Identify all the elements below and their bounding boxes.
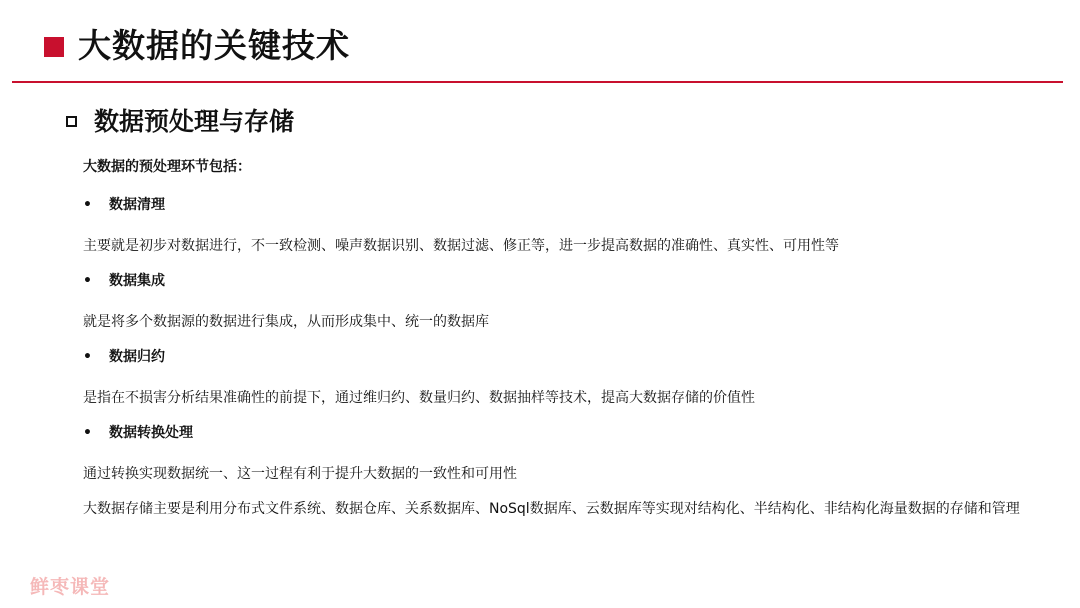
bullet-icon: • [83, 197, 92, 213]
bullet-label: 数据转换处理 [109, 425, 193, 441]
item-description: 是指在不损害分析结果准确性的前提下，通过维归约、数量归约、数据抽样等技术，提高大数据存储的价值性 [83, 390, 755, 406]
red-square-icon [44, 37, 64, 57]
hollow-square-icon [66, 116, 77, 127]
bullet-item [83, 410, 1023, 448]
bullet-icon: • [83, 425, 92, 441]
bullet-label: 数据归约 [109, 349, 165, 365]
storage-paragraph: 大数据存储主要是利用分布式文件系统、数据仓库、关系数据库、NoSql数据库、云数据库等实现对结构化、半结构化、非结构化海量数据的存储和管理 [83, 501, 1020, 517]
bullet-item [83, 182, 1023, 220]
section-title: 数据预处理与存储 [94, 107, 295, 136]
bullet-item [83, 334, 1023, 372]
item-description: 就是将多个数据源的数据进行集成，从而形成集中、统一的数据库 [83, 314, 489, 330]
item-description: 主要就是初步对数据进行，不一致检测、噪声数据识别、数据过滤、修正等，进一步提高数据的准确性、真实性、可用性等 [83, 238, 839, 254]
title-divider [12, 81, 1063, 83]
intro-text: 大数据的预处理环节包括： [83, 159, 251, 175]
bullet-item [83, 258, 1023, 296]
bullet-label: 数据清理 [109, 197, 165, 213]
slide-header [0, 0, 1080, 84]
bullet-icon: • [83, 273, 92, 289]
content-body [83, 155, 1023, 520]
bullet-icon: • [83, 349, 92, 365]
item-description: 通过转换实现数据统一、这一过程有利于提升大数据的一致性和可用性 [83, 466, 517, 482]
watermark-logo: 鲜枣课堂 [30, 576, 111, 598]
bullet-label: 数据集成 [109, 273, 165, 289]
slide-title: 大数据的关键技术 [78, 26, 350, 65]
